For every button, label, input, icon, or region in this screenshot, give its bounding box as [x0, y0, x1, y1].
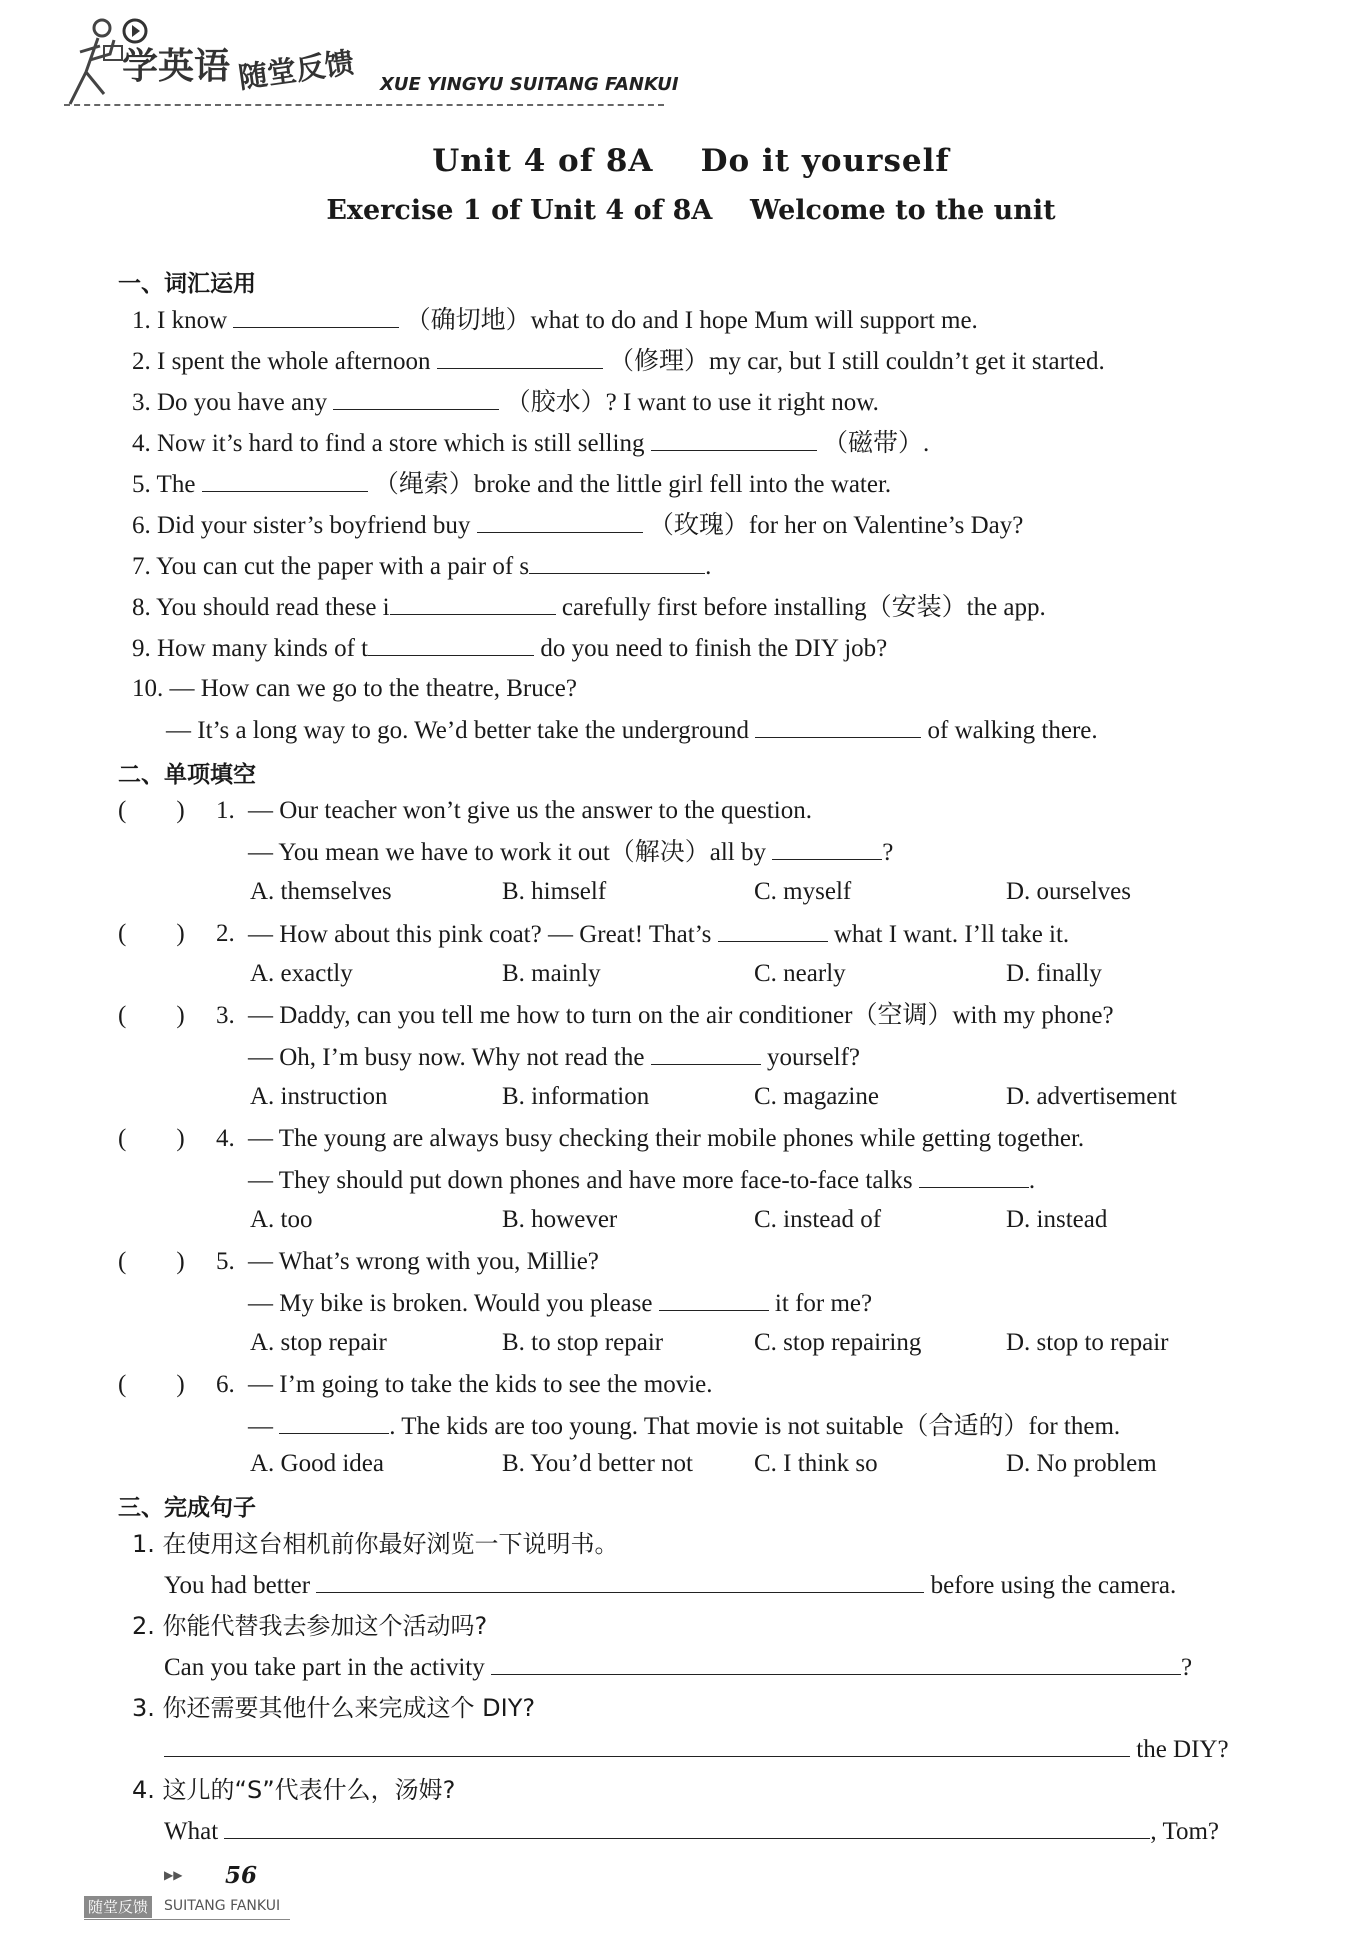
answer-bracket[interactable]: ( ) [118, 1002, 185, 1029]
question-text: — What’s wrong with you, Millie? [248, 1248, 599, 1275]
vocab-item: 8. You should read these i carefully first before installing（安装）the app. [132, 594, 1046, 621]
answer-blank[interactable] [755, 715, 921, 738]
vocab-item: 5. The （绳索）broke and the little girl fell into the water. [132, 471, 892, 498]
option-a[interactable]: A. Good idea [250, 1450, 384, 1477]
question-text: — . The kids are too young. That movie is not suitable（合适的）for them. [248, 1413, 1121, 1440]
answer-bracket[interactable]: ( ) [118, 797, 185, 824]
section1-title: 一、词汇运用 [118, 271, 256, 297]
question-number: 5. [216, 1248, 235, 1275]
sentence-line: You had better before using the camera. [164, 1572, 1177, 1599]
vocab-item: 1. I know （确切地）what to do and I hope Mum will support me. [132, 307, 978, 334]
answer-blank[interactable] [233, 305, 399, 328]
answer-bracket[interactable]: ( ) [118, 920, 185, 947]
option-a[interactable]: A. exactly [250, 960, 353, 987]
option-c[interactable]: C. magazine [754, 1083, 879, 1110]
question-text: — How about this pink coat? — Great! That’s what I want. I’ll take it. [248, 921, 1070, 948]
question-text: — The young are always busy checking their mobile phones while getting together. [248, 1125, 1085, 1152]
option-a[interactable]: A. too [250, 1206, 313, 1233]
section3-title: 三、完成句子 [118, 1495, 256, 1521]
question-number: 3. [216, 1002, 235, 1029]
sentence-line: the DIY? [164, 1734, 1229, 1765]
header-subtitle: 随堂反馈 [236, 45, 357, 95]
answer-blank[interactable] [659, 1288, 769, 1311]
exercise-title: Exercise 1 of Unit 4 of 8A Welcome to the unit [326, 195, 1056, 226]
vocab-item: 4. Now it’s hard to find a store which is still selling （磁带）. [132, 430, 930, 457]
question-text: — They should put down phones and have more face-to-face talks . [248, 1167, 1036, 1194]
option-b[interactable]: B. mainly [502, 960, 601, 987]
option-c[interactable]: C. myself [754, 878, 852, 905]
option-d[interactable]: D. ourselves [1006, 878, 1131, 905]
vocab-item: 6. Did your sister’s boyfriend buy （玫瑰）for her on Valentine’s Day? [132, 512, 1024, 539]
answer-line[interactable] [164, 1734, 1130, 1757]
answer-blank[interactable] [772, 837, 882, 860]
answer-blank[interactable] [368, 633, 534, 656]
header-title-en: XUE YINGYU SUITANG FANKUI [380, 74, 679, 95]
answer-blank[interactable] [202, 469, 368, 492]
option-c[interactable]: C. I think so [754, 1450, 878, 1477]
answer-blank[interactable] [279, 1411, 389, 1434]
vocab-item: 9. How many kinds of t do you need to finish the DIY job? [132, 635, 888, 662]
reading-figure-icon [60, 14, 130, 110]
page-number: 56 [225, 1862, 258, 1889]
chinese-prompt: 1. 在使用这台相机前你最好浏览一下说明书。 [132, 1530, 619, 1558]
question-text: — You mean we have to work it out（解决）all by ? [248, 839, 894, 866]
answer-line[interactable] [224, 1816, 1150, 1839]
answer-blank[interactable] [390, 592, 556, 615]
question-text: — Oh, I’m busy now. Why not read the yourself? [248, 1044, 860, 1071]
vocab-item: — It’s a long way to go. We’d better take the underground of walking there. [166, 717, 1098, 744]
answer-blank[interactable] [919, 1165, 1029, 1188]
footer-tag-en: SUITANG FANKUI [164, 1898, 281, 1914]
header-divider [64, 104, 664, 106]
option-d[interactable]: D. advertisement [1006, 1083, 1177, 1110]
option-a[interactable]: A. stop repair [250, 1329, 387, 1356]
option-b[interactable]: B. however [502, 1206, 618, 1233]
question-text: — Our teacher won’t give us the answer to the question. [248, 797, 812, 824]
option-a[interactable]: A. themselves [250, 878, 392, 905]
option-d[interactable]: D. stop to repair [1006, 1329, 1169, 1356]
unit-title: Unit 4 of 8A Do it yourself [432, 143, 950, 179]
vocab-item: 7. You can cut the paper with a pair of s . [132, 553, 712, 580]
option-c[interactable]: C. instead of [754, 1206, 882, 1233]
option-d[interactable]: D. instead [1006, 1206, 1108, 1233]
header-title: 学英语 [122, 46, 231, 87]
answer-blank[interactable] [651, 428, 817, 451]
option-b[interactable]: B. to stop repair [502, 1329, 664, 1356]
sentence-line: Can you take part in the activity ? [164, 1654, 1193, 1681]
question-number: 4. [216, 1125, 235, 1152]
answer-blank[interactable] [437, 346, 603, 369]
sentence-line: What , Tom? [164, 1818, 1220, 1845]
chinese-prompt: 3. 你还需要其他什么来完成这个 DIY? [132, 1694, 536, 1722]
section2-title: 二、单项填空 [118, 762, 256, 788]
answer-blank[interactable] [477, 510, 643, 533]
vocab-item: 3. Do you have any （胶水）? I want to use it right now. [132, 389, 879, 416]
vocab-item: 10. — How can we go to the theatre, Bruce? [132, 675, 577, 702]
option-b[interactable]: B. information [502, 1083, 650, 1110]
double-arrow-icon: ▶▶ [164, 1868, 183, 1882]
option-b[interactable]: B. himself [502, 878, 607, 905]
answer-blank[interactable] [651, 1042, 761, 1065]
answer-blank[interactable] [529, 551, 705, 574]
answer-blank[interactable] [333, 387, 499, 410]
vocab-item: 2. I spent the whole afternoon （修理）my car, but I still couldn’t get it started. [132, 348, 1105, 375]
answer-bracket[interactable]: ( ) [118, 1248, 185, 1275]
question-text: — I’m going to take the kids to see the movie. [248, 1371, 713, 1398]
chinese-prompt: 2. 你能代替我去参加这个活动吗? [132, 1612, 488, 1640]
question-text: — My bike is broken. Would you please it for me? [248, 1290, 873, 1317]
option-c[interactable]: C. stop repairing [754, 1329, 922, 1356]
option-d[interactable]: D. finally [1006, 960, 1102, 987]
answer-line[interactable] [316, 1570, 924, 1593]
question-text: — Daddy, can you tell me how to turn on the air conditioner（空调）with my phone? [248, 1002, 1114, 1029]
chinese-prompt: 4. 这儿的“S”代表什么，汤姆? [132, 1776, 456, 1804]
option-b[interactable]: B. You’d better not [502, 1450, 693, 1477]
option-a[interactable]: A. instruction [250, 1083, 388, 1110]
answer-bracket[interactable]: ( ) [118, 1125, 185, 1152]
footer-tag: 随堂反馈 [84, 1896, 152, 1918]
question-number: 2. [216, 920, 235, 947]
answer-blank[interactable] [718, 919, 828, 942]
option-c[interactable]: C. nearly [754, 960, 846, 987]
option-d[interactable]: D. No problem [1006, 1450, 1157, 1477]
answer-line[interactable] [491, 1652, 1181, 1675]
answer-bracket[interactable]: ( ) [118, 1371, 185, 1398]
question-number: 1. [216, 797, 235, 824]
footer-divider [84, 1919, 290, 1920]
question-number: 6. [216, 1371, 235, 1398]
